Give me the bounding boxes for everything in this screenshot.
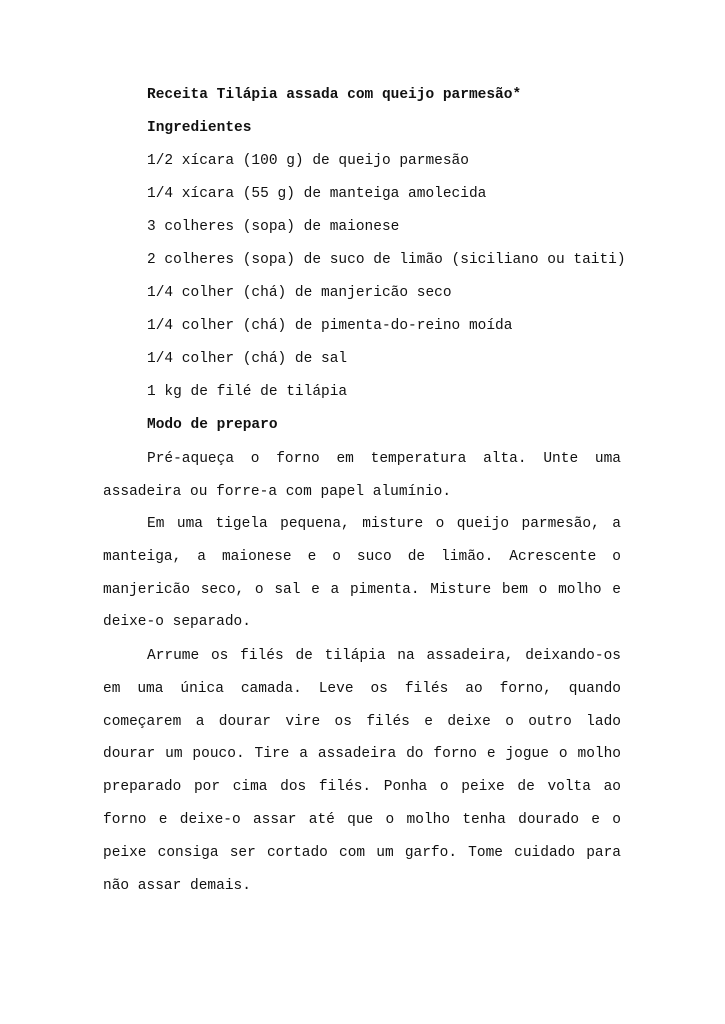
ingredient-item: 1 kg de filé de tilápia [147,384,348,400]
ingredient-item: 1/4 colher (chá) de sal [147,351,348,367]
recipe-title: Receita Tilápia assada com queijo parmesão* [147,87,522,103]
ingredient-item: 1/2 xícara (100 g) de queijo parmesão [147,153,469,169]
ingredient-item: 1/4 colher (chá) de pimenta-do-reino moída [147,318,513,334]
ingredient-item: 2 colheres (sopa) de suco de limão (siciliano ou taiti) [147,252,626,268]
method-paragraph: Arrume os filés de tilápia na assadeira, deixando-os em uma única camada. Leve os filés ao forno, quando começarem a dourar vire os filés e deixe o outro lado dourar um pouco. Tire a assadeira do forno e jogue o molho preparado por cima dos filés. Ponha o peixe de volta ao forno e deixe-o assar até que o molho tenha dourado e o peixe consiga ser cortado com um garfo. Tome cuidado para não assar demais. [103,648,621,894]
ingredient-item: 3 colheres (sopa) de maionese [147,219,400,235]
ingredient-item: 1/4 xícara (55 g) de manteiga amolecida [147,186,487,202]
ingredient-item: 1/4 colher (chá) de manjericão seco [147,285,452,301]
ingredients-heading: Ingredientes [147,120,252,136]
method-paragraph: Pré-aqueça o forno em temperatura alta. Unte uma assadeira ou forre-a com papel alumínio. [103,451,621,500]
method-paragraph: Em uma tigela pequena, misture o queijo parmesão, a manteiga, a maionese e o suco de limão. Acrescente o manjericão seco, o sal e a pimenta. Misture bem o molho e deixe-o separado. [103,516,621,631]
method-heading: Modo de preparo [147,417,278,433]
